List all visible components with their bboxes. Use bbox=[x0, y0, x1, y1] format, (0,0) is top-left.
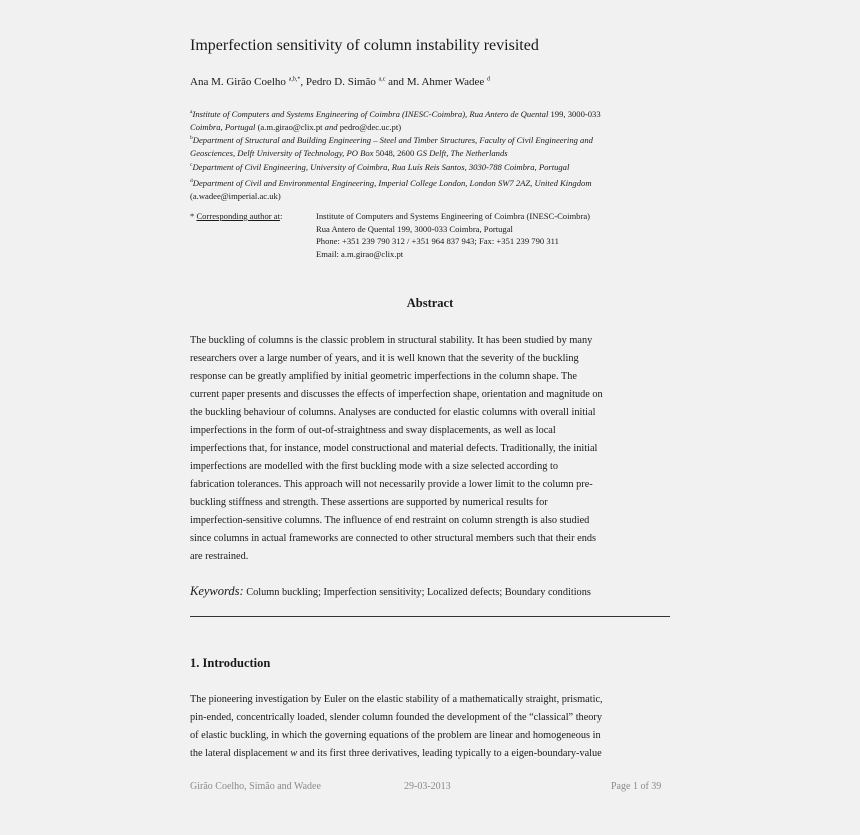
section-divider bbox=[190, 616, 670, 617]
affiliation-a bbox=[190, 106, 680, 134]
author-affil-marks: d bbox=[486, 76, 490, 83]
author-separator: , bbox=[300, 76, 306, 88]
abstract-line: since columns in actual frameworks are connected to other structural members such that their ends bbox=[190, 533, 597, 544]
affil-text: Geosciences, Delft University of Technology, PO Box bbox=[190, 147, 374, 158]
keywords-label: Keywords: bbox=[190, 584, 244, 598]
footer-date: 29-03-2013 bbox=[404, 781, 451, 792]
affil-text: Department of Civil and Environmental Engineering, Imperial College London, London SW7 2AZ, United Kingdom bbox=[192, 177, 592, 188]
intro-text-run: the lateral displacement bbox=[190, 748, 291, 759]
affil-email: pedro@dec.uc.pt) bbox=[339, 121, 402, 132]
intro-text-run: and its first three derivatives, leading typically to a eigen-boundary-value bbox=[297, 748, 602, 759]
corr-asterisk: * bbox=[190, 211, 197, 221]
intro-text bbox=[190, 691, 675, 763]
footer-authors: Girão Coelho, Simão and Wadee bbox=[190, 781, 321, 792]
author-affil-marks: a,b,* bbox=[288, 76, 301, 83]
intro-line: of elastic buckling, in which the governing equations of the problem are linear and homogeneous in bbox=[190, 730, 601, 741]
corr-line: Institute of Computers and Systems Engineering of Coimbra (INESC-Coimbra) bbox=[316, 211, 591, 221]
affiliation-b bbox=[190, 132, 680, 160]
abstract-line: imperfections that, for instance, model constructional and material defects. Traditionally, the initial bbox=[190, 443, 598, 454]
abstract-line: fabrication tolerances. This approach will not necessarily provide a lower limit to the column pre- bbox=[190, 479, 593, 490]
author-list bbox=[190, 76, 490, 88]
abstract-line: the buckling behaviour of columns. Analyses are conducted for elastic columns with overall initial bbox=[190, 407, 596, 418]
keywords-text: Column buckling; Imperfection sensitivity; Localized defects; Boundary conditions bbox=[243, 587, 591, 598]
abstract-line: current paper presents and discusses the effects of imperfection shape, orientation and magnitude on bbox=[190, 389, 603, 400]
affil-text: 199, 3000-033 bbox=[548, 108, 601, 119]
intro-line bbox=[190, 745, 675, 763]
affiliation-d bbox=[190, 175, 680, 203]
abstract-line: imperfections are modelled with the first buckling mode with a size selected according to bbox=[190, 461, 558, 472]
corresponding-label bbox=[190, 210, 282, 223]
intro-line: pin-ended, concentrically loaded, slender column founded the development of the “classical” theory bbox=[190, 712, 603, 723]
affil-text: 5048, 2600 bbox=[373, 147, 417, 158]
paper-title: Imperfection sensitivity of column instability revisited bbox=[190, 37, 539, 54]
abstract-line: are restrained. bbox=[190, 551, 249, 562]
abstract-line: The buckling of columns is the classic problem in structural stability. It has been studied by many bbox=[190, 335, 593, 346]
author-affil-marks: a,c bbox=[378, 76, 386, 83]
corr-line: Email: a.m.girao@clix.pt bbox=[316, 248, 404, 259]
keywords bbox=[190, 584, 591, 599]
affil-text: Coimbra, Portugal bbox=[190, 121, 256, 132]
affil-label: c bbox=[190, 162, 193, 168]
affil-text: Institute of Computers and Systems Engineering of Coimbra (INESC-Coimbra), Rua Antero de Quental bbox=[192, 108, 549, 119]
intro-line: The pioneering investigation by Euler on the elastic stability of a mathematically straight, prismatic, bbox=[190, 694, 603, 705]
corresponding-address bbox=[316, 210, 590, 260]
corr-line: Phone: +351 239 790 312 / +351 964 837 943; Fax: +351 239 790 311 bbox=[316, 236, 559, 246]
intro-variable: w bbox=[290, 748, 298, 759]
affil-label: b bbox=[190, 135, 193, 141]
abstract-line: buckling stiffness and strength. These assertions are supported by numerical results for bbox=[190, 497, 548, 508]
corr-label-text: Corresponding author at bbox=[196, 211, 280, 221]
affil-email: (a.m.girao@clix.pt bbox=[255, 121, 323, 132]
corr-colon: : bbox=[280, 211, 283, 221]
abstract-line: response can be greatly amplified by initial geometric imperfections in the column shape. The bbox=[190, 371, 577, 382]
affiliation-c bbox=[190, 159, 680, 174]
corr-line: Rua Antero de Quental 199, 3000-033 Coimbra, Portugal bbox=[316, 223, 513, 234]
affil-text: and bbox=[322, 121, 340, 132]
abstract-heading: Abstract bbox=[406, 296, 454, 310]
footer-page-number: Page 1 of 39 bbox=[611, 781, 662, 792]
author-name: M. Ahmer Wadee bbox=[406, 76, 485, 88]
author-name: Pedro D. Simão bbox=[305, 76, 376, 88]
affil-text: GS Delft, The Netherlands bbox=[416, 147, 508, 158]
abstract-line: imperfections in the form of out-of-straightness and sway displacements, as well as local bbox=[190, 425, 556, 436]
abstract-line: imperfection-sensitive columns. The influence of end restraint on column strength is also studied bbox=[190, 515, 590, 526]
intro-heading: 1. Introduction bbox=[190, 656, 271, 670]
affil-label: a bbox=[190, 109, 193, 115]
abstract-text bbox=[190, 332, 675, 566]
author-separator: and bbox=[385, 76, 407, 88]
author-name: Ana M. Girão Coelho bbox=[190, 76, 286, 88]
affil-text: Department of Structural and Building Engineering – Steel and Timber Structures, Faculty of Civil Engineering and bbox=[192, 134, 593, 145]
affil-text: Department of Civil Engineering, University of Coimbra, Rua Luís Reis Santos, 3030-788 Coimbra, Portugal bbox=[192, 161, 570, 172]
affil-email: (a.wadee@imperial.ac.uk) bbox=[190, 190, 281, 201]
abstract-line: researchers over a large number of years, and it is well known that the severity of the buckling bbox=[190, 353, 579, 364]
affil-label: d bbox=[190, 178, 193, 184]
